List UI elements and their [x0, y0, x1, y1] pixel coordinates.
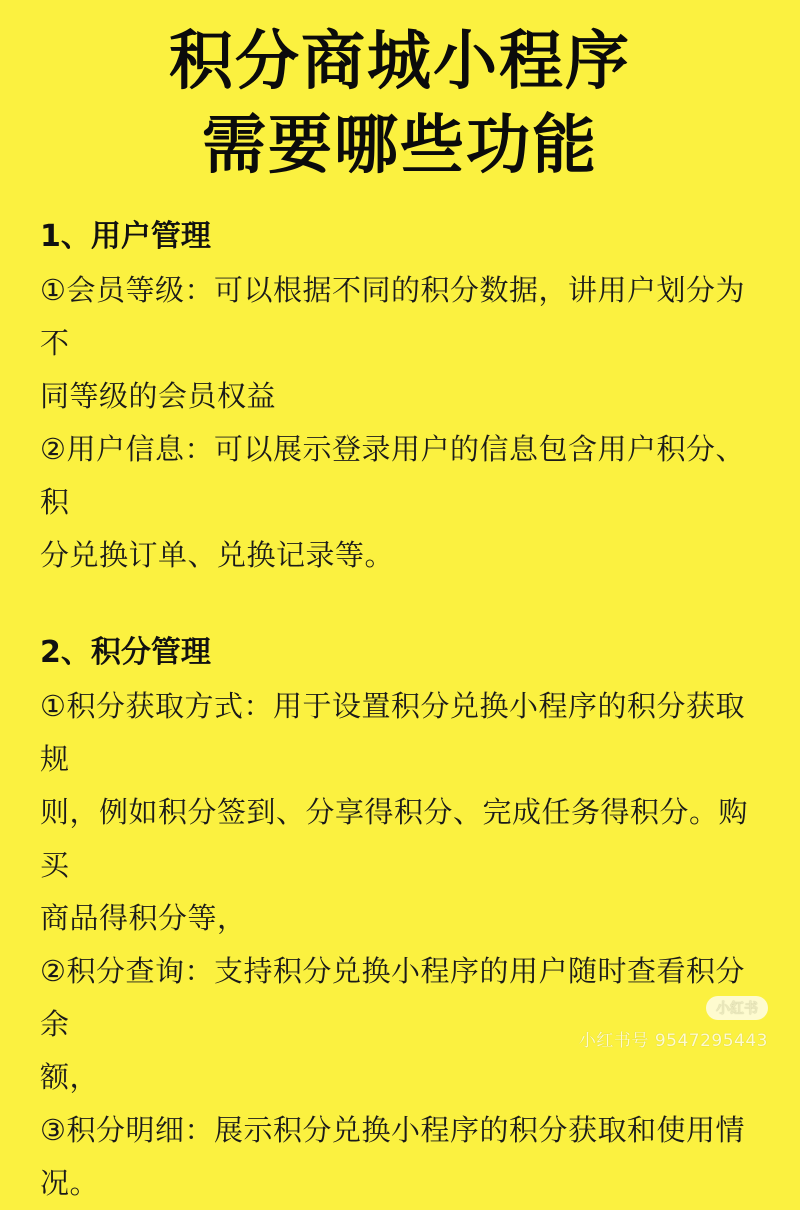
section-points-management — [40, 626, 770, 1210]
paragraph-line: ②积分查询：支持积分兑换小程序的用户随时查看积分余 — [40, 954, 745, 1041]
paragraph-member-level — [40, 264, 770, 423]
paragraph-line: ②用户信息：可以展示登录用户的信息包含用户积分、积 — [40, 432, 745, 519]
watermark-text: 小红书号 9547295443 — [578, 1031, 768, 1051]
paragraph-line: ③积分明细：展示积分兑换小程序的积分获取和使用情 — [40, 1113, 745, 1147]
paragraph-line: 况。 — [40, 1166, 100, 1200]
paragraph-line: 分兑换订单、兑换记录等。 — [40, 538, 395, 572]
section-heading: 1、用户管理 — [40, 219, 211, 254]
paragraph-points-detail — [40, 1104, 770, 1210]
watermark — [579, 996, 768, 1051]
paragraph-line: ①会员等级：可以根据不同的积分数据，讲用户划分为不 — [40, 273, 745, 360]
section-spacer — [40, 582, 770, 626]
paragraph-line: 同等级的会员权益 — [40, 379, 277, 413]
section-heading: 2、积分管理 — [40, 635, 211, 670]
paragraph-line: 商品得积分等， — [40, 901, 247, 935]
watermark-logo: 小红书 — [706, 996, 768, 1020]
paragraph-line: 则，例如积分签到、分享得积分、完成任务得积分。购买 — [40, 795, 749, 882]
paragraph-points-acquisition — [40, 680, 770, 945]
paragraph-line: 额， — [40, 1060, 100, 1094]
content — [40, 210, 770, 1210]
paragraph-line: ①积分获取方式：用于设置积分兑换小程序的积分获取规 — [40, 689, 745, 776]
paragraph-user-info — [40, 423, 770, 582]
page-title-line-2: 需要哪些功能 — [202, 108, 598, 183]
section-user-management — [40, 210, 770, 582]
page-title-line-1: 积分商城小程序 — [169, 24, 631, 99]
